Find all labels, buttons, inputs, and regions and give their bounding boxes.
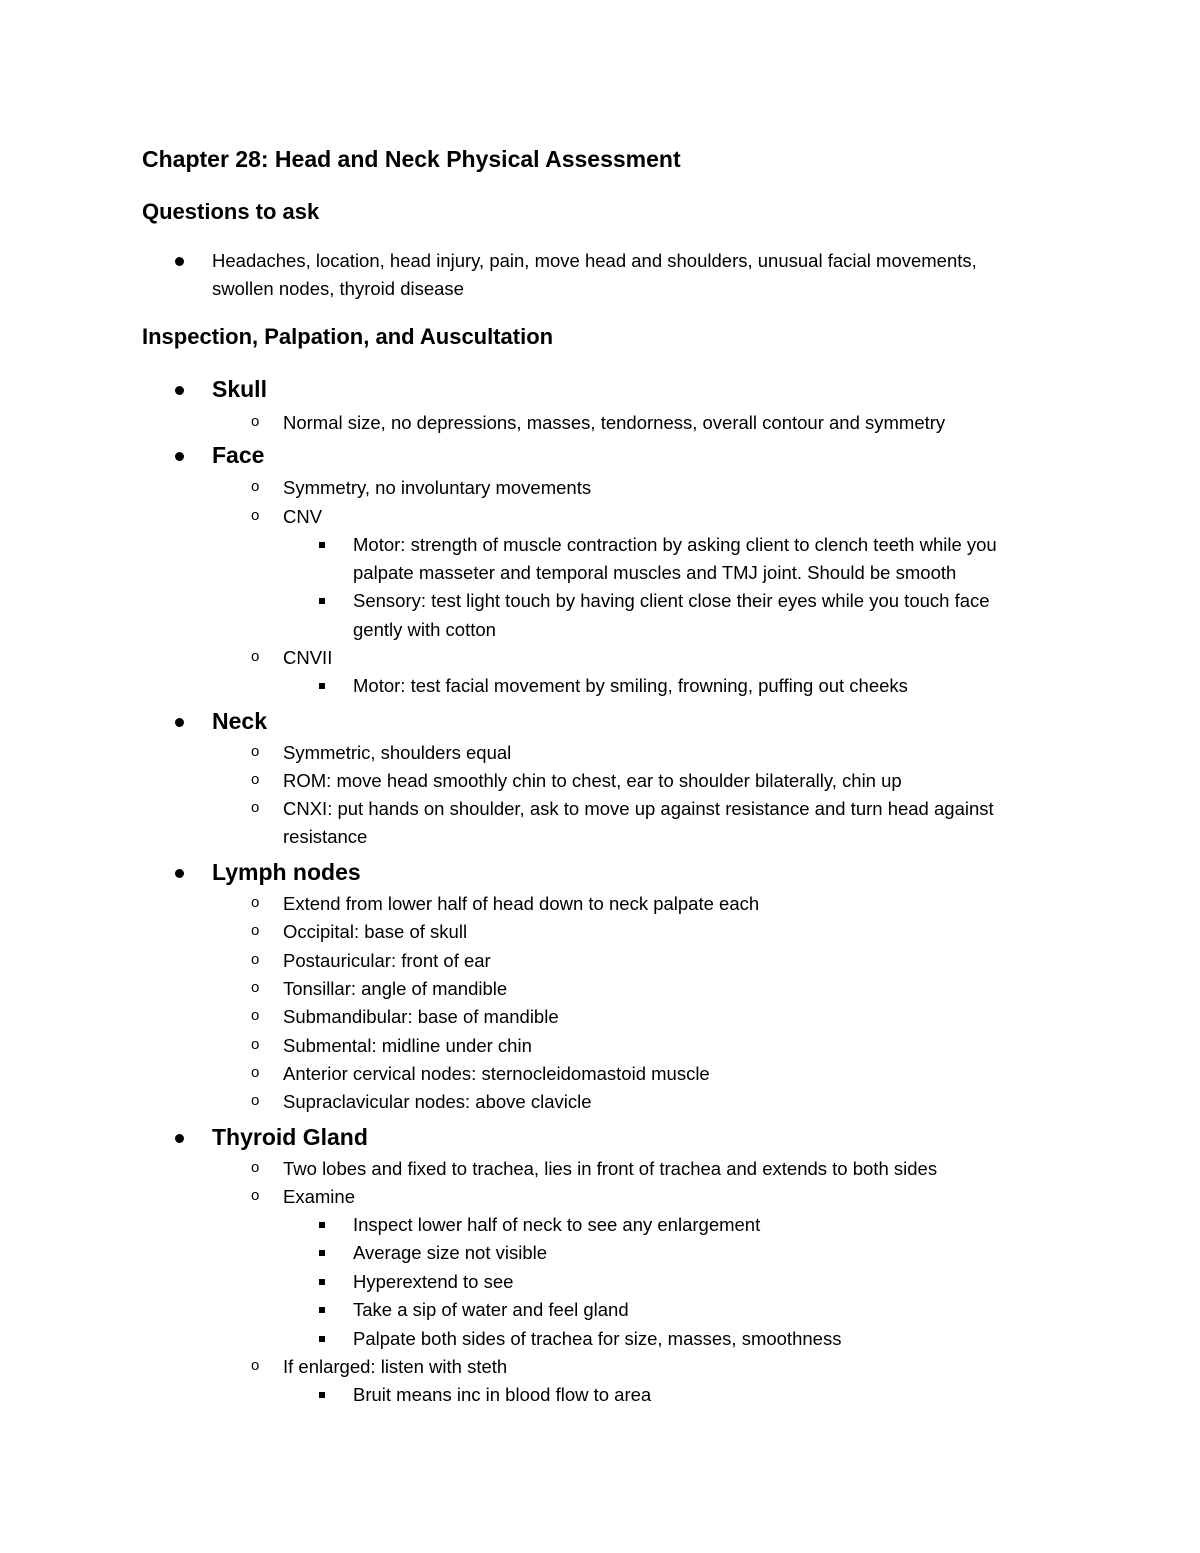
bullet-circle: o bbox=[251, 743, 260, 760]
questions-heading: Questions to ask bbox=[142, 199, 320, 224]
neck-item: CNXI: put hands on shoulder, ask to move up against resistance and turn head against bbox=[283, 798, 994, 819]
lymph-item: Occipital: base of skull bbox=[283, 921, 468, 942]
face-item: CNVII bbox=[283, 647, 333, 668]
bullet-circle: o bbox=[251, 648, 260, 665]
bullet-dot bbox=[175, 257, 184, 266]
bullet-square bbox=[319, 542, 325, 548]
cnvii-sub-item: Motor: test facial movement by smiling, frowning, puffing out cheeks bbox=[353, 675, 908, 696]
examine-sub-item: Hyperextend to see bbox=[353, 1271, 514, 1292]
bullet-square bbox=[319, 1222, 325, 1228]
thyroid-item: Two lobes and fixed to trachea, lies in front of trachea and extends to both sides bbox=[283, 1158, 938, 1179]
enlarged-sub-item: Bruit means inc in blood flow to area bbox=[353, 1384, 652, 1405]
bullet-square bbox=[319, 683, 325, 689]
lymph-item: Submandibular: base of mandible bbox=[283, 1006, 559, 1027]
lymph-item: Extend from lower half of head down to neck palpate each bbox=[283, 893, 760, 914]
thyroid-heading: Thyroid Gland bbox=[212, 1124, 368, 1150]
skull-heading: Skull bbox=[212, 376, 267, 402]
bullet-dot bbox=[175, 869, 184, 878]
bullet-circle: o bbox=[251, 1036, 260, 1053]
bullet-dot bbox=[175, 386, 184, 395]
bullet-dot bbox=[175, 452, 184, 461]
neck-heading: Neck bbox=[212, 708, 267, 734]
bullet-square bbox=[319, 1336, 325, 1342]
bullet-square bbox=[319, 1250, 325, 1256]
questions-line-1: Headaches, location, head injury, pain, move head and shoulders, unusual facial movements, bbox=[212, 250, 977, 271]
cnv-sub-item: palpate masseter and temporal muscles and TMJ joint. Should be smooth bbox=[353, 562, 957, 583]
face-item: CNV bbox=[283, 506, 323, 527]
thyroid-item: If enlarged: listen with steth bbox=[283, 1356, 508, 1377]
lymph-item: Submental: midline under chin bbox=[283, 1035, 532, 1056]
lymph-item: Anterior cervical nodes: sternocleidomastoid muscle bbox=[283, 1063, 710, 1084]
bullet-circle: o bbox=[251, 922, 260, 939]
thyroid-item: Examine bbox=[283, 1186, 355, 1207]
skull-item: Normal size, no depressions, masses, tendorness, overall contour and symmetry bbox=[283, 412, 946, 433]
bullet-dot bbox=[175, 1134, 184, 1143]
bullet-circle: o bbox=[251, 1357, 260, 1374]
bullet-circle: o bbox=[251, 1159, 260, 1176]
examine-sub-item: Inspect lower half of neck to see any enlargement bbox=[353, 1214, 761, 1235]
page-title: Chapter 28: Head and Neck Physical Assessment bbox=[142, 146, 681, 172]
questions-line-2: swollen nodes, thyroid disease bbox=[212, 278, 464, 299]
bullet-circle: o bbox=[251, 1092, 260, 1109]
neck-item: Symmetric, shoulders equal bbox=[283, 742, 512, 763]
bullet-square bbox=[319, 1279, 325, 1285]
face-heading: Face bbox=[212, 442, 265, 468]
bullet-circle: o bbox=[251, 799, 260, 816]
lymph-item: Supraclavicular nodes: above clavicle bbox=[283, 1091, 592, 1112]
bullet-circle: o bbox=[251, 1187, 260, 1204]
bullet-circle: o bbox=[251, 1007, 260, 1024]
bullet-square bbox=[319, 598, 325, 604]
bullet-circle: o bbox=[251, 979, 260, 996]
bullet-circle: o bbox=[251, 507, 260, 524]
cnv-sub-item: Sensory: test light touch by having client close their eyes while you touch face bbox=[353, 590, 990, 611]
bullet-circle: o bbox=[251, 478, 260, 495]
cnv-sub-item: Motor: strength of muscle contraction by asking client to clench teeth while you bbox=[353, 534, 997, 555]
inspection-heading: Inspection, Palpation, and Auscultation bbox=[142, 324, 554, 349]
lymph-item: Postauricular: front of ear bbox=[283, 950, 491, 971]
bullet-dot bbox=[175, 718, 184, 727]
bullet-square bbox=[319, 1392, 325, 1398]
bullet-circle: o bbox=[251, 771, 260, 788]
bullet-circle: o bbox=[251, 413, 260, 430]
bullet-circle: o bbox=[251, 894, 260, 911]
face-item: Symmetry, no involuntary movements bbox=[283, 477, 592, 498]
neck-item: resistance bbox=[283, 826, 368, 847]
neck-item: ROM: move head smoothly chin to chest, ear to shoulder bilaterally, chin up bbox=[283, 770, 902, 791]
examine-sub-item: Palpate both sides of trachea for size, masses, smoothness bbox=[353, 1328, 842, 1349]
cnv-sub-item: gently with cotton bbox=[353, 619, 496, 640]
bullet-circle: o bbox=[251, 1064, 260, 1081]
bullet-circle: o bbox=[251, 951, 260, 968]
lymph-heading: Lymph nodes bbox=[212, 859, 361, 885]
bullet-square bbox=[319, 1307, 325, 1313]
examine-sub-item: Average size not visible bbox=[353, 1242, 548, 1263]
lymph-item: Tonsillar: angle of mandible bbox=[283, 978, 508, 999]
examine-sub-item: Take a sip of water and feel gland bbox=[353, 1299, 629, 1320]
